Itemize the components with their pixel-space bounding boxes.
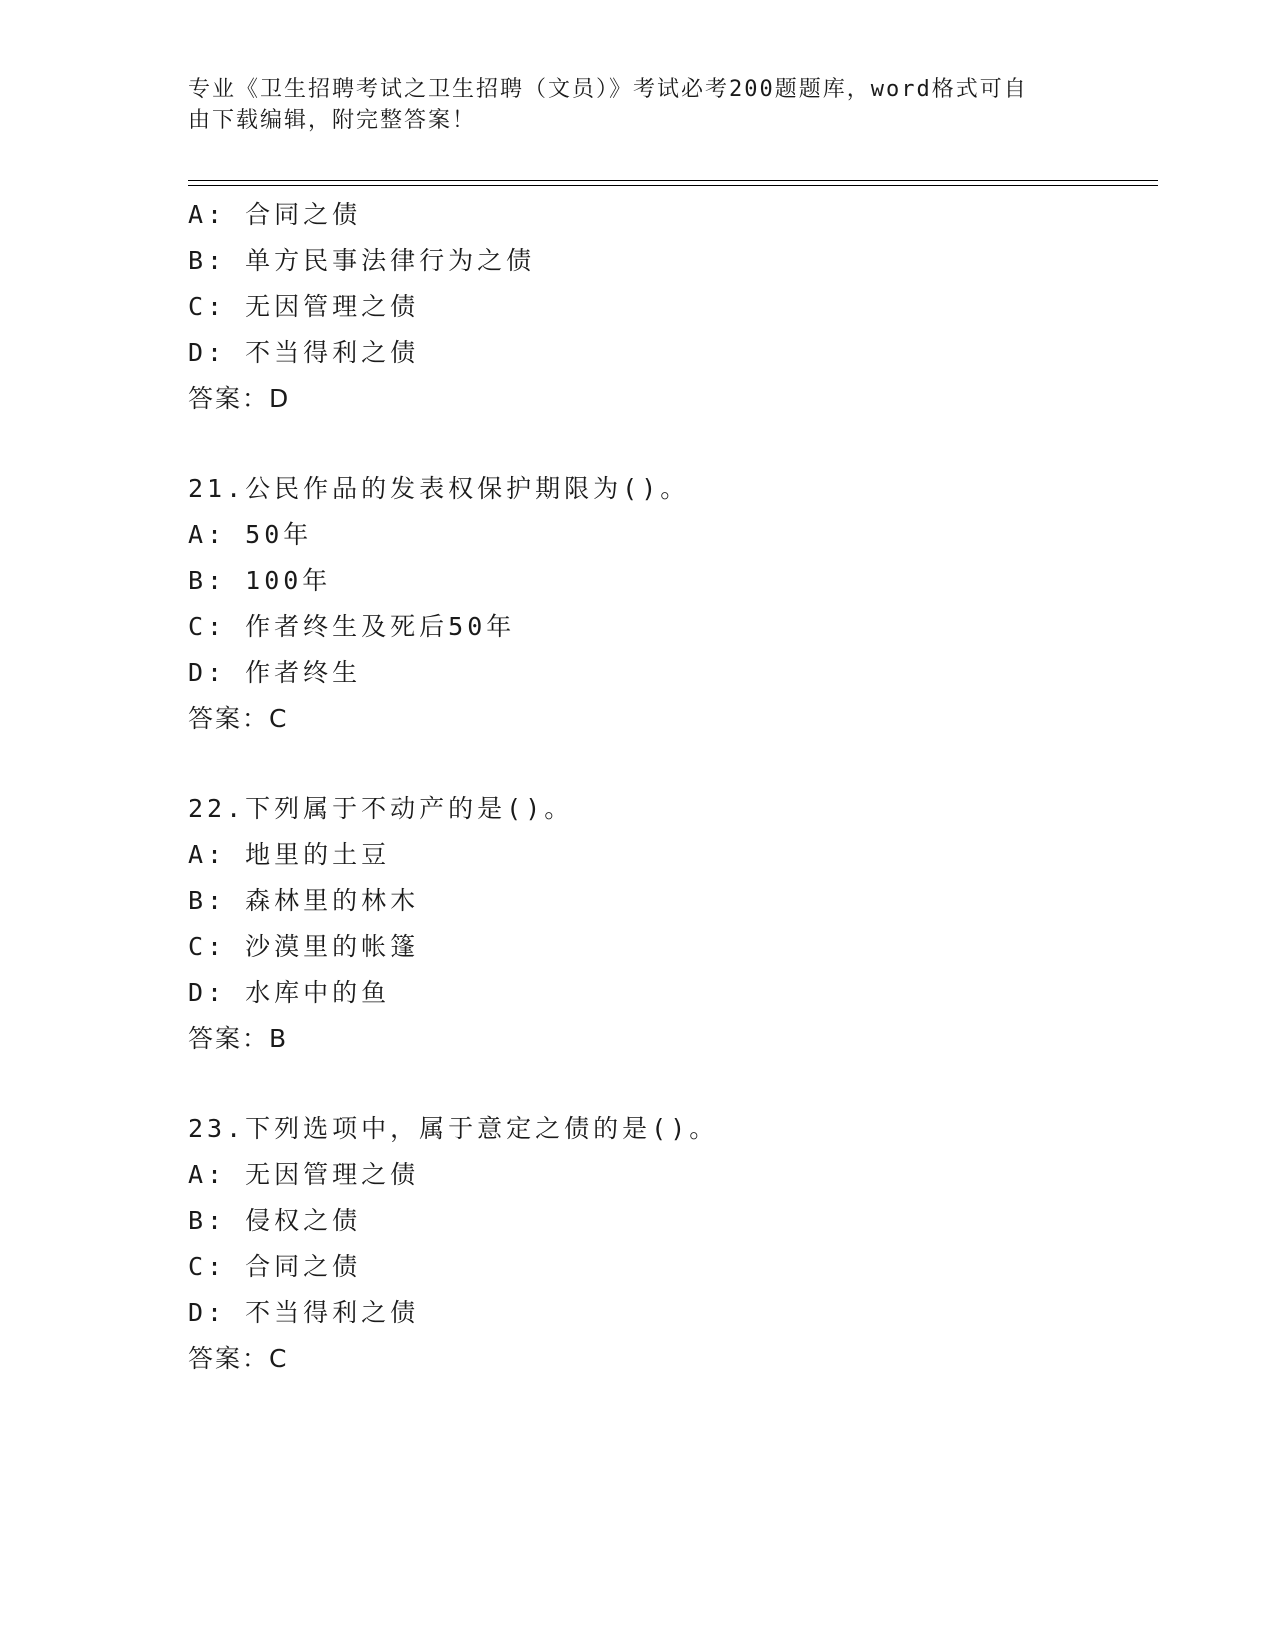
spacer — [188, 422, 1148, 466]
answer-line: 答案：B — [188, 1024, 289, 1053]
answer-line: 答案：C — [188, 704, 289, 733]
spacer — [188, 1062, 1148, 1106]
document-header — [188, 74, 1068, 136]
option-d: D: 水库中的鱼 — [188, 978, 391, 1007]
header-divider-top — [188, 180, 1158, 181]
option-d: D: 不当得利之债 — [188, 338, 420, 367]
option-a: A: 合同之债 — [188, 200, 362, 229]
question-stem: 22.下列属于不动产的是()。 — [188, 794, 574, 823]
header-line-1: 专业《卫生招聘考试之卫生招聘（文员）》考试必考200题题库，word格式可自 — [188, 77, 1028, 102]
question-stem: 21.公民作品的发表权保护期限为()。 — [188, 474, 690, 503]
answer-line: 答案：D — [188, 384, 291, 413]
option-c: C: 无因管理之债 — [188, 292, 420, 321]
option-b: B: 单方民事法律行为之债 — [188, 246, 536, 275]
option-c: C: 作者终生及死后50年 — [188, 612, 516, 641]
option-a: A: 50年 — [188, 520, 313, 549]
question-stem: 23.下列选项中，属于意定之债的是()。 — [188, 1114, 719, 1143]
option-b: B: 森林里的林木 — [188, 886, 420, 915]
question-list — [188, 192, 1148, 1382]
question-block-23 — [188, 1106, 1148, 1382]
option-d: D: 不当得利之债 — [188, 1298, 420, 1327]
question-block-21 — [188, 466, 1148, 742]
option-b: B: 侵权之债 — [188, 1206, 362, 1235]
option-c: C: 沙漠里的帐篷 — [188, 932, 420, 961]
question-block-22 — [188, 786, 1148, 1062]
option-a: A: 无因管理之债 — [188, 1160, 420, 1189]
spacer — [188, 742, 1148, 786]
header-line-2: 由下载编辑，附完整答案！ — [188, 108, 477, 133]
answer-line: 答案：C — [188, 1344, 289, 1373]
option-a: A: 地里的土豆 — [188, 840, 391, 869]
option-b: B: 100年 — [188, 566, 332, 595]
header-divider-bottom — [188, 185, 1158, 186]
previous-question-block — [188, 192, 1148, 422]
option-c: C: 合同之债 — [188, 1252, 362, 1281]
option-d: D: 作者终生 — [188, 658, 362, 687]
